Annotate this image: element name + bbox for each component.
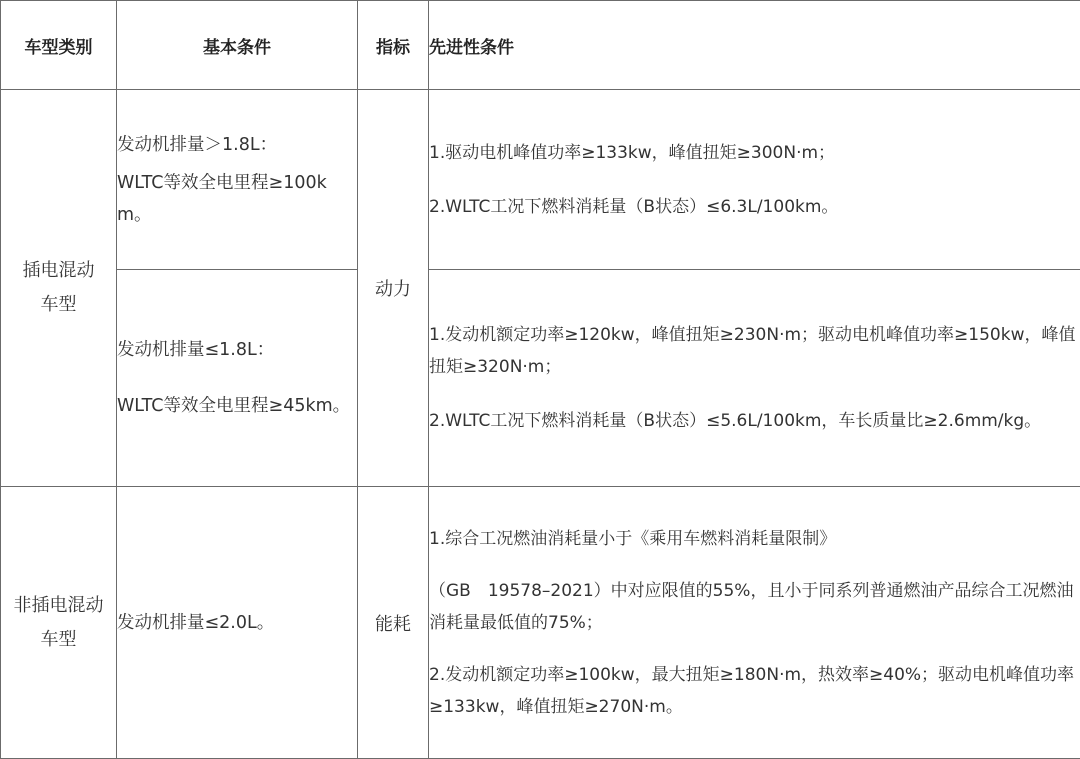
basic-condition-text: WLTC等效全电里程≥45km。: [117, 396, 351, 416]
header-index: 指标: [358, 1, 429, 90]
advanced-condition-text: 2.发动机额定功率≥100kw，最大扭矩≥180N·m，热效率≥40%；驱动电机峰值功率≥133kw，峰值扭矩≥270N·m。: [429, 664, 1075, 717]
vehicle-type-non-phev: [1, 487, 117, 759]
basic-conditions-phev-1: [117, 90, 358, 270]
index-energy-consumption: 能耗: [358, 487, 429, 759]
table-row-phev-1: [1, 90, 1080, 270]
index-power: 动力: [358, 90, 429, 487]
header-row: [1, 1, 1080, 90]
basic-condition-text: WLTC等效全电里程≥100km。: [117, 172, 327, 225]
basic-condition-text: 发动机排量≤2.0L。: [117, 612, 275, 633]
advanced-condition-text: （GB 19578–2021）中对应限值的55%，且小于同系列普通燃油产品综合工况燃油消耗量最低值的75%；: [429, 580, 1074, 633]
header-vehicle-type: 车型类别: [1, 1, 117, 90]
basic-condition-text: 发动机排量＞1.8L：: [117, 134, 278, 155]
basic-conditions-phev-2: [117, 270, 358, 487]
vehicle-type-phev: [1, 90, 117, 487]
basic-conditions-non-phev: [117, 487, 358, 759]
advanced-conditions-phev-2: [429, 270, 1080, 487]
advanced-conditions-non-phev: [429, 487, 1080, 759]
table-row-non-phev: [1, 487, 1080, 759]
advanced-condition-text: 1.驱动电机峰值功率≥133kw，峰值扭矩≥300N·m；: [429, 142, 836, 163]
advanced-condition-text: 2.WLTC工况下燃料消耗量（B状态）≤5.6L/100km，车长质量比≥2.6mm/kg。: [429, 411, 1042, 431]
header-advanced-conditions: 先进性条件: [429, 1, 1080, 90]
vehicle-type-phev-label: 插电混动车型: [22, 260, 95, 315]
advanced-condition-text: 1.综合工况燃油消耗量小于《乘用车燃料消耗量限制》: [429, 528, 837, 549]
vehicle-type-non-phev-label: 非插电混动车型: [13, 594, 104, 650]
basic-condition-text: 发动机排量≤1.8L：: [117, 340, 275, 360]
advanced-condition-text: 2.WLTC工况下燃料消耗量（B状态）≤6.3L/100km。: [429, 196, 839, 217]
advanced-condition-text: 1.发动机额定功率≥120kw，峰值扭矩≥230N·m；驱动电机峰值功率≥150kw，峰值扭矩≥320N·m；: [429, 325, 1076, 377]
advanced-conditions-phev-1: [429, 90, 1080, 270]
header-basic-conditions: 基本条件: [117, 1, 358, 90]
table-row-phev-2: [1, 270, 1080, 487]
